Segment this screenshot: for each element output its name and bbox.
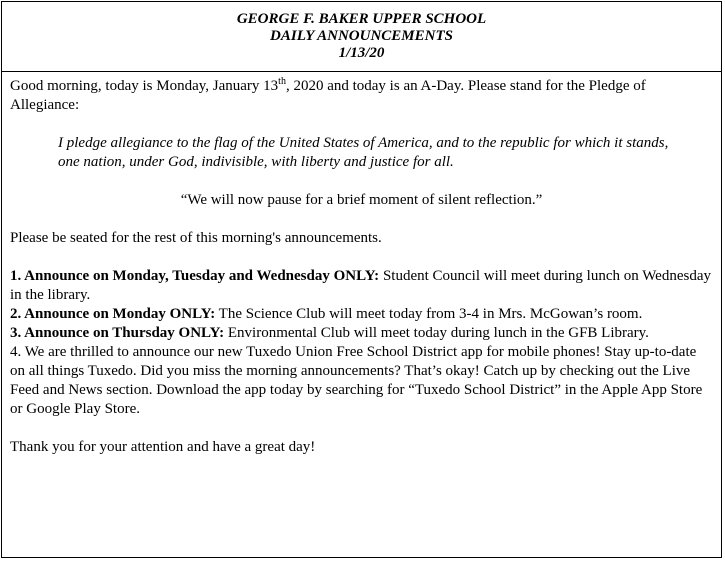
announcement-text: The Science Club will meet today from 3-4 in Mrs. McGowan’s room. bbox=[215, 306, 643, 322]
header bbox=[2, 2, 721, 72]
announcement-text: Student Council will meet during lunch on Wednesday in the library. bbox=[10, 268, 711, 303]
closing-text: Thank you for your attention and have a great day! bbox=[10, 439, 316, 455]
announcement-item-1 bbox=[10, 267, 713, 305]
announcement-item-2 bbox=[10, 305, 713, 324]
content bbox=[2, 72, 721, 457]
greeting bbox=[10, 77, 713, 115]
announcement-label: 3. Announce on Thursday ONLY: bbox=[10, 325, 225, 341]
announcement-label: 2. Announce on Monday ONLY: bbox=[10, 306, 216, 322]
greeting-part1: Good morning, today is Monday, January 13 bbox=[10, 78, 279, 94]
announcement-text: 4. We are thrilled to announce our new Tuxedo Union Free School District app for mobile phones! Stay up-to-date on all things Tuxedo. Did you miss the morning announcements? That’s okay! Catch up by checking out the Live Feed and News section. Download the app today by searching for “Tuxedo School District” in the Apple App Store or Google Play Store. bbox=[10, 344, 703, 417]
announcement-item-4 bbox=[10, 343, 713, 419]
school-name: GEORGE F. BAKER UPPER SCHOOL bbox=[236, 11, 487, 27]
announcement-text: Environmental Club will meet today during lunch in the GFB Library. bbox=[224, 325, 649, 341]
document-title: DAILY ANNOUNCEMENTS bbox=[270, 28, 453, 44]
announcement-item-3 bbox=[10, 324, 713, 343]
reflection-text: “We will now pause for a brief moment of silent reflection.” bbox=[180, 192, 543, 208]
pledge-text: I pledge allegiance to the flag of the United States of America, and to the republic for which it stands, one nation, under God, indivisible, with liberty and justice for all. bbox=[58, 135, 669, 170]
greeting-sup: th bbox=[278, 76, 286, 87]
document-date: 1/13/20 bbox=[338, 45, 385, 61]
announcement-label: 1. Announce on Monday, Tuesday and Wednesday ONLY: bbox=[10, 268, 380, 284]
seated-text: Please be seated for the rest of this morning's announcements. bbox=[10, 230, 382, 246]
greeting-part2: , 2020 and today is an A-Day. Please stand for the Pledge of Allegiance: bbox=[10, 78, 646, 113]
announcement-frame bbox=[1, 1, 722, 558]
